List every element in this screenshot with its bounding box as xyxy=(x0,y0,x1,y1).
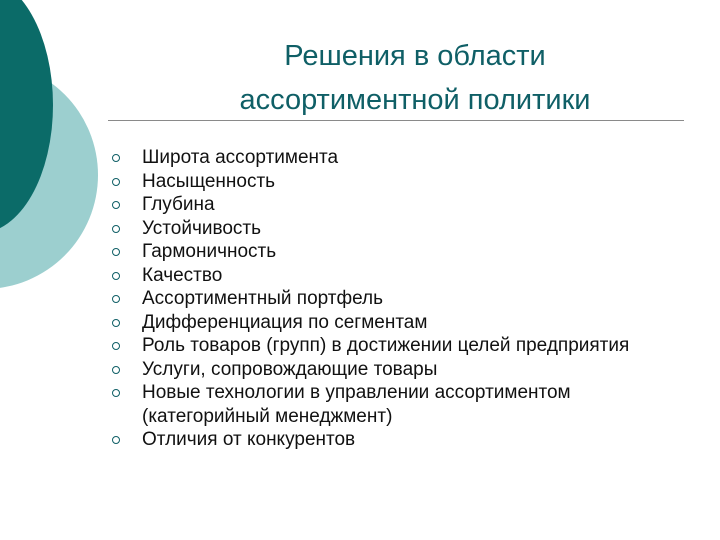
bullet-text: Новые технологии в управлении ассортиментом (категорийный менеджмент) xyxy=(142,382,571,427)
circle-bullet-icon xyxy=(112,319,120,327)
circle-bullet-icon xyxy=(112,366,120,374)
circle-bullet-icon xyxy=(112,154,120,162)
bullet-item xyxy=(110,193,680,217)
circle-bullet-icon xyxy=(112,272,120,280)
circle-bullet-icon xyxy=(112,295,120,303)
bullet-item xyxy=(110,217,680,241)
bullet-text: Услуги, сопровождающие товары xyxy=(142,358,438,380)
circle-bullet-icon xyxy=(112,201,120,209)
circle-bullet-icon xyxy=(112,178,120,186)
bullet-item xyxy=(110,381,680,428)
bullet-item xyxy=(110,170,680,194)
bullet-text: Гармоничность xyxy=(142,241,277,262)
circle-bullet-icon xyxy=(112,389,120,397)
bullet-item xyxy=(110,334,680,358)
bullet-text: Насыщенность xyxy=(142,170,276,192)
bullet-text: Глубина xyxy=(142,194,215,215)
circle-bullet-icon xyxy=(112,342,120,350)
bullet-item xyxy=(110,287,680,311)
title-line-1: Решения в области xyxy=(284,40,546,72)
title-divider xyxy=(108,120,684,121)
bullet-text: Дифференциация по сегментам xyxy=(142,311,428,333)
bullet-item xyxy=(110,146,680,170)
bullet-item xyxy=(110,358,680,382)
bullet-item xyxy=(110,264,680,288)
circle-bullet-icon xyxy=(112,436,120,444)
bullet-text: Качество xyxy=(142,264,223,286)
bullet-text: Роль товаров (групп) в достижении целей предприятия xyxy=(142,335,630,356)
bullet-item xyxy=(110,311,680,335)
slide-title xyxy=(150,34,680,122)
bullet-text: Отличия от конкурентов xyxy=(142,429,356,450)
bullet-item xyxy=(110,428,680,452)
bullet-text: Ассортиментный портфель xyxy=(142,288,384,309)
bullet-text: Широта ассортимента xyxy=(142,147,339,168)
bullet-text: Устойчивость xyxy=(142,217,262,239)
circle-bullet-icon xyxy=(112,248,120,256)
bullet-item xyxy=(110,240,680,264)
title-line-2: ассортиментной политики xyxy=(239,84,591,116)
bullet-list xyxy=(110,146,680,452)
circle-bullet-icon xyxy=(112,225,120,233)
